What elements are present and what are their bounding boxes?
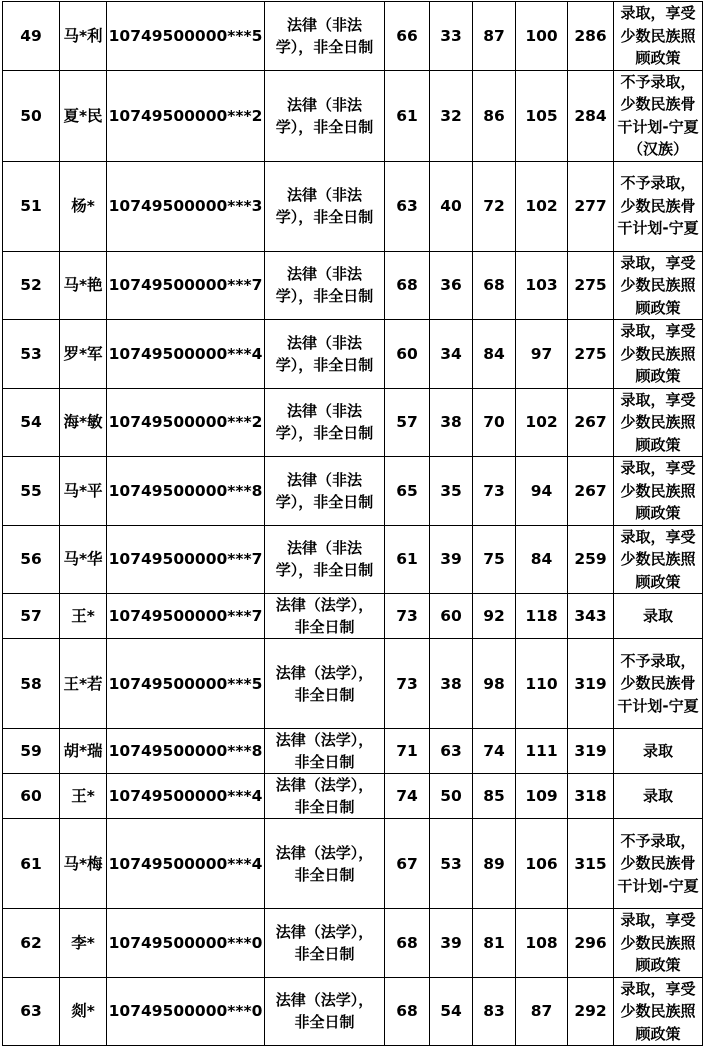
- cell-score-subject2: 94: [516, 457, 568, 526]
- cell-score-subject2: 111: [516, 729, 568, 774]
- cell-exam-id: 10749500000***3: [107, 161, 265, 251]
- cell-exam-id: 10749500000***0: [107, 977, 265, 1046]
- table-row: [3, 388, 703, 457]
- cell-score-politics: 60: [385, 320, 430, 389]
- cell-score-politics: 57: [385, 388, 430, 457]
- cell-score-subject1: 92: [473, 594, 516, 639]
- cell-total: 315: [568, 819, 614, 909]
- cell-name: 胡*瑞: [60, 729, 107, 774]
- cell-total: 296: [568, 909, 614, 978]
- cell-major: 法律（非法学），非全日制: [265, 70, 385, 161]
- cell-total: 286: [568, 2, 614, 71]
- cell-score-subject2: 103: [516, 251, 568, 320]
- table-row: [3, 977, 703, 1046]
- cell-score-subject1: 89: [473, 819, 516, 909]
- cell-score-politics: 66: [385, 2, 430, 71]
- cell-number: 59: [3, 729, 60, 774]
- cell-number: 54: [3, 388, 60, 457]
- cell-number: 61: [3, 819, 60, 909]
- cell-exam-id: 10749500000***2: [107, 70, 265, 161]
- cell-score-politics: 67: [385, 819, 430, 909]
- cell-major: 法律（非法学），非全日制: [265, 525, 385, 594]
- cell-result: 录取，享受少数民族照顾政策: [614, 977, 703, 1046]
- cell-number: 53: [3, 320, 60, 389]
- cell-score-english: 40: [430, 161, 473, 251]
- cell-name: 马*华: [60, 525, 107, 594]
- cell-score-politics: 65: [385, 457, 430, 526]
- cell-name: 夏*民: [60, 70, 107, 161]
- cell-result: 录取，享受少数民族照顾政策: [614, 388, 703, 457]
- cell-number: 50: [3, 70, 60, 161]
- cell-number: 52: [3, 251, 60, 320]
- cell-score-subject1: 87: [473, 2, 516, 71]
- cell-score-politics: 61: [385, 525, 430, 594]
- cell-result: 录取，享受少数民族照顾政策: [614, 320, 703, 389]
- cell-score-politics: 71: [385, 729, 430, 774]
- cell-score-subject2: 87: [516, 977, 568, 1046]
- cell-number: 63: [3, 977, 60, 1046]
- cell-score-english: 36: [430, 251, 473, 320]
- table-row: [3, 320, 703, 389]
- cell-score-politics: 74: [385, 774, 430, 819]
- cell-major: 法律（法学），非全日制: [265, 819, 385, 909]
- cell-name: 马*梅: [60, 819, 107, 909]
- cell-score-subject1: 72: [473, 161, 516, 251]
- cell-total: 319: [568, 729, 614, 774]
- cell-total: 343: [568, 594, 614, 639]
- cell-major: 法律（法学），非全日制: [265, 977, 385, 1046]
- admission-table: [2, 1, 703, 1046]
- cell-score-subject1: 68: [473, 251, 516, 320]
- cell-major: 法律（非法学），非全日制: [265, 320, 385, 389]
- cell-exam-id: 10749500000***2: [107, 388, 265, 457]
- cell-score-english: 50: [430, 774, 473, 819]
- cell-score-english: 60: [430, 594, 473, 639]
- cell-score-subject2: 100: [516, 2, 568, 71]
- cell-major: 法律（法学），非全日制: [265, 729, 385, 774]
- cell-score-subject2: 108: [516, 909, 568, 978]
- cell-score-subject2: 110: [516, 639, 568, 729]
- cell-exam-id: 10749500000***5: [107, 2, 265, 71]
- cell-score-subject1: 84: [473, 320, 516, 389]
- cell-result: 录取，享受少数民族照顾政策: [614, 251, 703, 320]
- cell-score-subject1: 70: [473, 388, 516, 457]
- cell-exam-id: 10749500000***8: [107, 457, 265, 526]
- cell-score-english: 39: [430, 909, 473, 978]
- cell-score-subject2: 97: [516, 320, 568, 389]
- cell-result: 不予录取，少数民族骨干计划-宁夏（汉族）: [614, 70, 703, 161]
- cell-score-english: 63: [430, 729, 473, 774]
- table-row: [3, 70, 703, 161]
- table-row: [3, 2, 703, 71]
- cell-total: 292: [568, 977, 614, 1046]
- cell-total: 284: [568, 70, 614, 161]
- cell-score-subject1: 81: [473, 909, 516, 978]
- cell-total: 259: [568, 525, 614, 594]
- cell-score-english: 34: [430, 320, 473, 389]
- cell-number: 56: [3, 525, 60, 594]
- table-row: [3, 729, 703, 774]
- cell-score-politics: 68: [385, 909, 430, 978]
- cell-score-politics: 63: [385, 161, 430, 251]
- table-row: [3, 774, 703, 819]
- cell-major: 法律（法学），非全日制: [265, 909, 385, 978]
- cell-score-subject2: 105: [516, 70, 568, 161]
- cell-exam-id: 10749500000***0: [107, 909, 265, 978]
- cell-exam-id: 10749500000***5: [107, 639, 265, 729]
- cell-exam-id: 10749500000***4: [107, 774, 265, 819]
- table-row: [3, 594, 703, 639]
- cell-score-english: 54: [430, 977, 473, 1046]
- cell-result: 录取，享受少数民族照顾政策: [614, 525, 703, 594]
- cell-number: 58: [3, 639, 60, 729]
- cell-result: 录取，享受少数民族照顾政策: [614, 909, 703, 978]
- cell-major: 法律（法学），非全日制: [265, 774, 385, 819]
- cell-result: 不予录取，少数民族骨干计划-宁夏: [614, 819, 703, 909]
- table-row: [3, 457, 703, 526]
- cell-major: 法律（非法学），非全日制: [265, 457, 385, 526]
- cell-total: 319: [568, 639, 614, 729]
- cell-score-politics: 73: [385, 594, 430, 639]
- cell-name: 李*: [60, 909, 107, 978]
- cell-total: 277: [568, 161, 614, 251]
- cell-exam-id: 10749500000***7: [107, 525, 265, 594]
- cell-total: 318: [568, 774, 614, 819]
- table-row: [3, 161, 703, 251]
- table-row: [3, 909, 703, 978]
- cell-score-english: 53: [430, 819, 473, 909]
- cell-major: 法律（非法学），非全日制: [265, 251, 385, 320]
- cell-total: 275: [568, 320, 614, 389]
- cell-result: 录取: [614, 729, 703, 774]
- cell-result: 不予录取，少数民族骨干计划-宁夏: [614, 639, 703, 729]
- cell-exam-id: 10749500000***4: [107, 819, 265, 909]
- cell-result: 录取: [614, 594, 703, 639]
- cell-score-english: 35: [430, 457, 473, 526]
- cell-major: 法律（法学），非全日制: [265, 594, 385, 639]
- cell-major: 法律（法学），非全日制: [265, 639, 385, 729]
- cell-score-subject2: 84: [516, 525, 568, 594]
- cell-name: 杨*: [60, 161, 107, 251]
- table-body: [3, 2, 703, 1046]
- cell-total: 275: [568, 251, 614, 320]
- cell-number: 55: [3, 457, 60, 526]
- cell-major: 法律（非法学），非全日制: [265, 2, 385, 71]
- table-row: [3, 639, 703, 729]
- cell-score-english: 38: [430, 388, 473, 457]
- cell-result: 录取: [614, 774, 703, 819]
- cell-score-subject1: 86: [473, 70, 516, 161]
- cell-exam-id: 10749500000***8: [107, 729, 265, 774]
- cell-score-english: 33: [430, 2, 473, 71]
- cell-number: 49: [3, 2, 60, 71]
- cell-score-subject1: 83: [473, 977, 516, 1046]
- cell-score-english: 32: [430, 70, 473, 161]
- cell-score-politics: 68: [385, 977, 430, 1046]
- cell-score-subject2: 106: [516, 819, 568, 909]
- cell-score-subject2: 118: [516, 594, 568, 639]
- cell-score-subject1: 75: [473, 525, 516, 594]
- cell-name: 马*艳: [60, 251, 107, 320]
- cell-name: 王*: [60, 774, 107, 819]
- cell-number: 62: [3, 909, 60, 978]
- cell-score-subject1: 85: [473, 774, 516, 819]
- table-row: [3, 525, 703, 594]
- cell-name: 马*利: [60, 2, 107, 71]
- cell-score-politics: 73: [385, 639, 430, 729]
- cell-name: 海*敏: [60, 388, 107, 457]
- cell-exam-id: 10749500000***4: [107, 320, 265, 389]
- cell-score-english: 38: [430, 639, 473, 729]
- cell-number: 51: [3, 161, 60, 251]
- cell-score-subject1: 73: [473, 457, 516, 526]
- cell-score-subject1: 98: [473, 639, 516, 729]
- cell-total: 267: [568, 457, 614, 526]
- cell-score-politics: 68: [385, 251, 430, 320]
- cell-major: 法律（非法学），非全日制: [265, 161, 385, 251]
- cell-number: 57: [3, 594, 60, 639]
- cell-result: 不予录取，少数民族骨干计划-宁夏: [614, 161, 703, 251]
- cell-score-subject2: 102: [516, 161, 568, 251]
- cell-score-subject1: 74: [473, 729, 516, 774]
- cell-major: 法律（非法学），非全日制: [265, 388, 385, 457]
- cell-number: 60: [3, 774, 60, 819]
- cell-name: 马*平: [60, 457, 107, 526]
- cell-score-subject2: 109: [516, 774, 568, 819]
- cell-score-english: 39: [430, 525, 473, 594]
- cell-name: 剡*: [60, 977, 107, 1046]
- table-row: [3, 251, 703, 320]
- cell-score-politics: 61: [385, 70, 430, 161]
- cell-exam-id: 10749500000***7: [107, 251, 265, 320]
- cell-result: 录取，享受少数民族照顾政策: [614, 2, 703, 71]
- cell-score-subject2: 102: [516, 388, 568, 457]
- cell-name: 王*若: [60, 639, 107, 729]
- cell-exam-id: 10749500000***7: [107, 594, 265, 639]
- cell-name: 罗*军: [60, 320, 107, 389]
- table-row: [3, 819, 703, 909]
- cell-name: 王*: [60, 594, 107, 639]
- cell-total: 267: [568, 388, 614, 457]
- cell-result: 录取，享受少数民族照顾政策: [614, 457, 703, 526]
